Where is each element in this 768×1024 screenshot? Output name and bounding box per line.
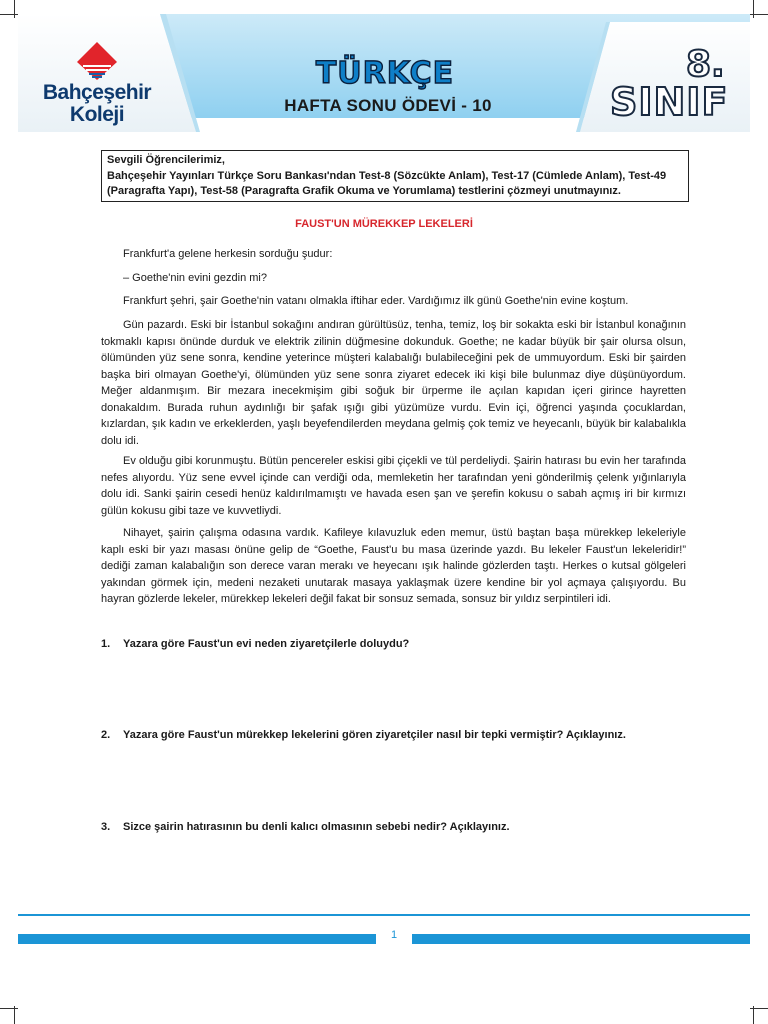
paragraph-4: Gün pazardı. Eski bir İstanbul sokağını andıran gürültüsüz, tenha, temiz, loş bir sokakta eski bir İstanbul konağının tokmaklı kapısı önünde durduk ve elektrik zilinin düğmesine dokunduk. Goethe; ne kadar büyük bir şair olursa olsun, ölümünden yüz sene sonra, kendine yeterince müşteri kalabalığı bulabileceğini pek de ummuyordum. Eski bir şairden başka biri olmayan Goethe'yi, ölümünden yüz sene sonra ziyaret edecek iki kişi bile bulunmaz diye düşünüyordum. Meğer aldanmışım. Bir mezara inecekmişim gibi soğuk bir ürperme ile açılan kapıdan içeri girince hayretten donakaldım. Burada ruhun aydınlığı bir şafak ışığı gibi yüzümüze vurdu. Evin içi, öğrenci yaşında çocuklardan, kızlardan, şık kadın ve erkeklerden, yaşlı beyefendilerden meydana gelmiş çok temiz ve heyecanlı, büyük bir kalabalıkla dolu idi. xyxy=(101,319,686,447)
story-paragraph xyxy=(101,246,686,263)
grade-label: SINIF xyxy=(610,80,729,124)
paragraph-5: Ev olduğu gibi korunmuştu. Bütün pencereler eskisi gibi çiçekli ve tül perdeliydi. Şairin hatırası bu evin her tarafında nefes alıyordu. Yüz sene evvel içinde can verdiği oda, memleketin her tarafından yeni gönderilmiş çelenk yığınlarıyla dolu idi. Sanki şairin cesedi henüz kaldırılmamıştı ve havada esen şan ve şerefin kokusu o sabah açmış iri bir kırmızı gülün kokusu gibi taze ve kuvvetliydi. xyxy=(101,455,686,517)
paragraph-3: Frankfurt şehri, şair Goethe'nin vatanı olmakla iftihar eder. Vardığımız ilk günü Goethe'nin evine koştum. xyxy=(123,295,629,307)
story-paragraph xyxy=(101,453,686,519)
question-3 xyxy=(101,821,681,833)
question-1 xyxy=(101,638,681,650)
question-number: 3. xyxy=(101,821,111,833)
brand-logo xyxy=(32,40,162,135)
question-number: 2. xyxy=(101,729,111,741)
question-text: Yazara göre Faust'un mürekkep lekelerini gören ziyaretçiler nasıl bir tepki vermiştir? Açıklayınız. xyxy=(123,729,626,741)
question-2 xyxy=(101,729,681,741)
crop-mark xyxy=(14,1006,15,1024)
story-paragraph xyxy=(101,293,686,310)
paragraph-6: Nihayet, şairin çalışma odasına vardık. Kafileye kılavuzluk eden memur, üstü baştan başa mürekkep lekeleriyle kaplı eski bir yazı masası önüne gelip de “Goethe, Faust'u bu masa üzerinde yazdı. Bu lekeler Faust'un lekeleridir!” dediği zaman kalabalığın son derece varan merakı ve heyecanı ışık halinde gözlerden taştı. Herkes o kutsal gölgeleri yakından görmek için, medeni nezaketi unutarak masaya yaklaşmak üzere kendine bir yol açmaya çalışıyordu. Bu hayran gözlerde lekeler, mürekkep lekeleri değil fakat bir sonsuz semada, sonsuz bir yıldız serpintileri idi. xyxy=(101,527,686,605)
story-paragraph xyxy=(101,317,686,449)
question-number: 1. xyxy=(101,638,111,650)
story-title: FAUST'UN MÜREKKEP LEKELERİ xyxy=(295,218,473,230)
footer-bar-left xyxy=(18,934,376,944)
story-paragraph xyxy=(101,525,686,608)
page-title: TÜRKÇE xyxy=(315,56,455,91)
brand-name: Bahçeşehir xyxy=(42,81,152,104)
footer-bar-top-accent xyxy=(18,914,750,916)
story-paragraph xyxy=(101,270,686,287)
crop-mark xyxy=(753,1006,754,1024)
brand-name-line2: Koleji xyxy=(69,103,125,126)
question-text: Sizce şairin hatırasının bu denli kalıcı olmasının sebebi nedir? Açıklayınız. xyxy=(123,821,510,833)
question-text: Yazara göre Faust'un evi neden ziyaretçilerle doluydu? xyxy=(123,638,410,650)
footer-bar-right xyxy=(412,934,750,944)
paragraph-2: – Goethe'nin evini gezdin mi? xyxy=(123,272,267,284)
grade-number: 8. xyxy=(686,44,725,85)
logo-emblem-icon xyxy=(75,40,119,80)
notice-body: Bahçeşehir Yayınları Türkçe Soru Bankası'ndan Test-8 (Sözcükte Anlam), Test-17 (Cümlede Anlam), Test-49 (Paragrafta Yapı), Test-58 (Paragrafta Grafik Okuma ve Yorumlama) testlerini çözmeyi unutmayınız. xyxy=(107,169,667,197)
paragraph-1: Frankfurt'a gelene herkesin sorduğu şudur: xyxy=(123,248,333,260)
notice-greeting: Sevgili Öğrencilerimiz, xyxy=(107,154,225,166)
notice-box xyxy=(101,150,689,202)
crop-mark xyxy=(0,1008,18,1009)
page-subtitle: HAFTA SONU ÖDEVİ - 10 xyxy=(284,96,492,115)
page-number: 1 xyxy=(390,929,398,941)
